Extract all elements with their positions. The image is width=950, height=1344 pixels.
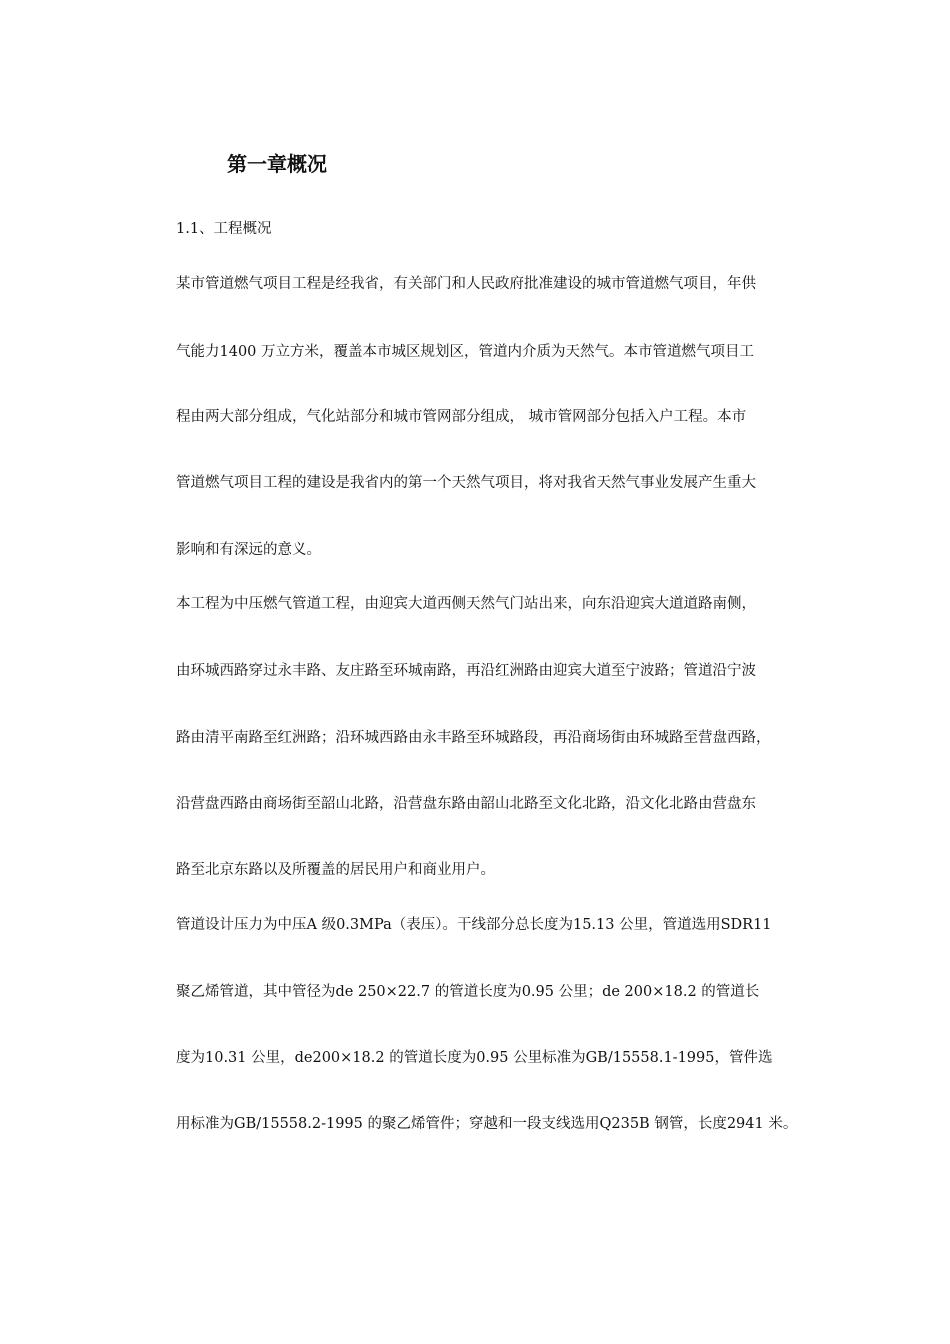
paragraph-line: 用标准为GB/15558.2-1995 的聚乙烯管件；穿越和一段支线选用Q235B 钢管，长度2941 米。: [176, 1116, 798, 1132]
section-heading: 1.1、工程概况: [176, 221, 272, 237]
paragraph-line: 度为10.31 公里，de200×18.2 的管道长度为0.95 公里标准为GB/15558.1-1995，管件选: [176, 1050, 773, 1066]
paragraph-line: 某市管道燃气项目工程是经我省，有关部门和人民政府批准建设的城市管道燃气项目，年供: [176, 276, 756, 292]
paragraph-line: 本工程为中压燃气管道工程，由迎宾大道西侧天然气门站出来，向东沿迎宾大道道路南侧，: [176, 596, 756, 612]
paragraph-line: 程由两大部分组成，气化站部分和城市管网部分组成， 城市管网部分包括入户工程。本市: [176, 409, 747, 425]
paragraph-line: 管道设计压力为中压A 级0.3MPa（表压）。干线部分总长度为15.13 公里，管道选用SDR11: [176, 917, 772, 933]
paragraph-line: 管道燃气项目工程的建设是我省内的第一个天然气项目，将对我省天然气事业发展产生重大: [176, 475, 756, 491]
paragraph-line: 聚乙烯管道，其中管径为de 250×22.7 的管道长度为0.95 公里；de 200×18.2 的管道长: [176, 984, 760, 1000]
paragraph-line: 由环城西路穿过永丰路、友庄路至环城南路，再沿红洲路由迎宾大道至宁波路；管道沿宁波: [176, 663, 756, 679]
paragraph-line: 气能力1400 万立方米，覆盖本市城区规划区，管道内介质为天然气。本市管道燃气项目工: [176, 344, 755, 360]
paragraph-line: 沿营盘西路由商场街至韶山北路，沿营盘东路由韶山北路至文化北路，沿文化北路由营盘东: [176, 796, 756, 812]
paragraph-line: 路至北京东路以及所覆盖的居民用户和商业用户。: [176, 862, 495, 878]
paragraph-line: 路由清平南路至红洲路；沿环城西路由永丰路至环城路段，再沿商场街由环城路至营盘西路，: [176, 730, 771, 746]
paragraph-line: 影响和有深远的意义。: [176, 542, 321, 558]
chapter-title: 第一章概况: [227, 152, 327, 176]
